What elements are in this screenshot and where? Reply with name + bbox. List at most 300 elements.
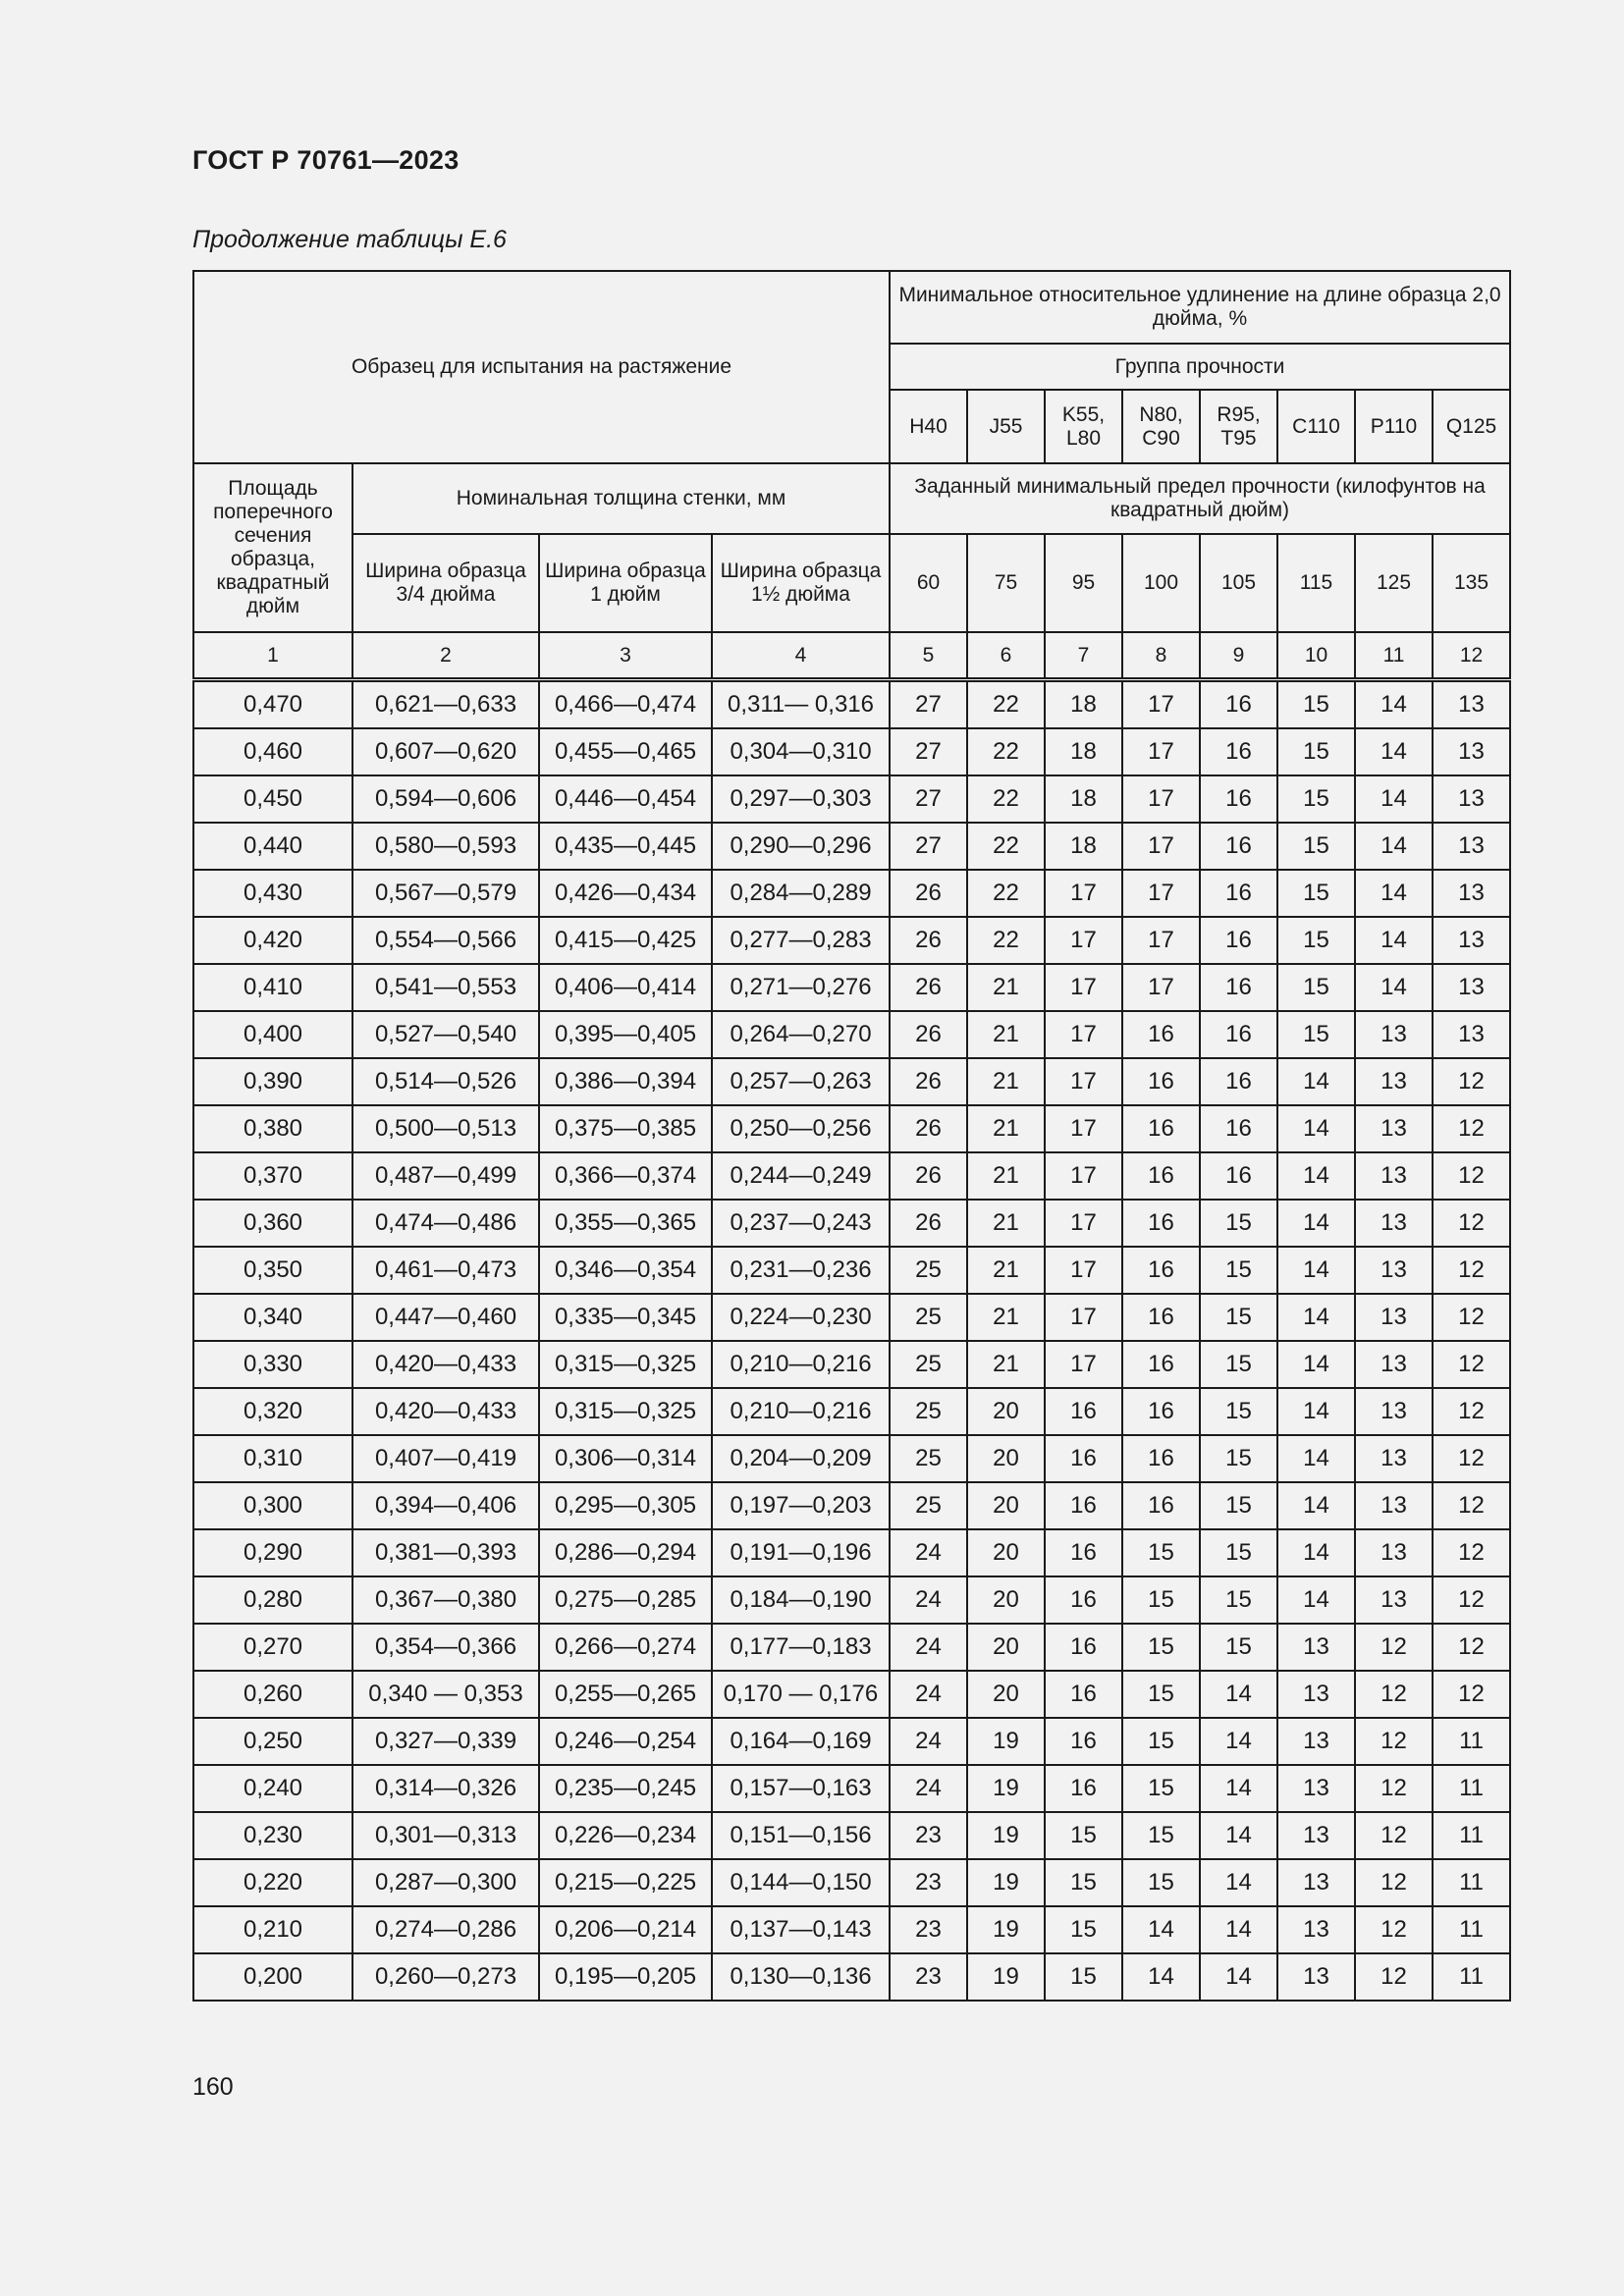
table-cell: 17 bbox=[1045, 1200, 1122, 1247]
table-cell: 17 bbox=[1122, 728, 1200, 775]
table-cell: 15 bbox=[1277, 680, 1355, 729]
table-cell: 26 bbox=[890, 1200, 967, 1247]
table-cell: 13 bbox=[1355, 1294, 1433, 1341]
table-cell: 15 bbox=[1122, 1765, 1200, 1812]
table-cell: 15 bbox=[1122, 1812, 1200, 1859]
grade-cell: K55, L80 bbox=[1045, 390, 1122, 463]
table-cell: 15 bbox=[1200, 1294, 1277, 1341]
table-cell: 26 bbox=[890, 1011, 967, 1058]
table-cell: 0,340 — 0,353 bbox=[352, 1671, 539, 1718]
table-cell: 15 bbox=[1277, 870, 1355, 917]
strength-group-header: Группа прочности bbox=[890, 344, 1510, 390]
table-cell: 0,210 bbox=[193, 1906, 352, 1953]
table-cell: 13 bbox=[1355, 1576, 1433, 1624]
column-number: 12 bbox=[1433, 632, 1510, 680]
tensile-value: 115 bbox=[1277, 534, 1355, 632]
table-row bbox=[193, 1294, 1510, 1341]
table-cell: 0,594—0,606 bbox=[352, 775, 539, 823]
table-cell: 0,195—0,205 bbox=[539, 1953, 712, 2001]
table-cell: 0,310 bbox=[193, 1435, 352, 1482]
table-cell: 14 bbox=[1277, 1388, 1355, 1435]
table-cell: 26 bbox=[890, 1152, 967, 1200]
table-cell: 13 bbox=[1433, 964, 1510, 1011]
table-cell: 21 bbox=[967, 1247, 1045, 1294]
column-numbers-row bbox=[193, 632, 1510, 680]
table-cell: 13 bbox=[1433, 823, 1510, 870]
table-cell: 12 bbox=[1433, 1388, 1510, 1435]
table-cell: 0,375—0,385 bbox=[539, 1105, 712, 1152]
column-number: 11 bbox=[1355, 632, 1433, 680]
table-row bbox=[193, 1011, 1510, 1058]
table-cell: 15 bbox=[1200, 1341, 1277, 1388]
table-cell: 16 bbox=[1122, 1247, 1200, 1294]
table-cell: 11 bbox=[1433, 1906, 1510, 1953]
table-cell: 0,461—0,473 bbox=[352, 1247, 539, 1294]
table-cell: 15 bbox=[1200, 1200, 1277, 1247]
table-cell: 0,370 bbox=[193, 1152, 352, 1200]
table-cell: 16 bbox=[1122, 1152, 1200, 1200]
table-cell: 0,257—0,263 bbox=[712, 1058, 890, 1105]
table-cell: 0,210—0,216 bbox=[712, 1341, 890, 1388]
table-cell: 0,274—0,286 bbox=[352, 1906, 539, 1953]
table-cell: 19 bbox=[967, 1718, 1045, 1765]
grade-cell: P110 bbox=[1355, 390, 1433, 463]
tensile-value: 105 bbox=[1200, 534, 1277, 632]
table-cell: 12 bbox=[1355, 1859, 1433, 1906]
table-cell: 15 bbox=[1200, 1482, 1277, 1529]
table-cell: 21 bbox=[967, 1341, 1045, 1388]
table-row bbox=[193, 680, 1510, 729]
table-row bbox=[193, 1765, 1510, 1812]
table-cell: 0,450 bbox=[193, 775, 352, 823]
table-cell: 16 bbox=[1200, 1105, 1277, 1152]
tensile-value: 95 bbox=[1045, 534, 1122, 632]
table-cell: 0,327—0,339 bbox=[352, 1718, 539, 1765]
table-cell: 0,440 bbox=[193, 823, 352, 870]
table-cell: 0,184—0,190 bbox=[712, 1576, 890, 1624]
table-cell: 0,335—0,345 bbox=[539, 1294, 712, 1341]
table-cell: 27 bbox=[890, 680, 967, 729]
table-row bbox=[193, 1953, 1510, 2001]
table-cell: 16 bbox=[1200, 1058, 1277, 1105]
table-cell: 0,420 bbox=[193, 917, 352, 964]
table-cell: 0,314—0,326 bbox=[352, 1765, 539, 1812]
table-cell: 0,191—0,196 bbox=[712, 1529, 890, 1576]
table-cell: 0,306—0,314 bbox=[539, 1435, 712, 1482]
table-cell: 0,470 bbox=[193, 680, 352, 729]
table-cell: 17 bbox=[1045, 1058, 1122, 1105]
table-cell: 19 bbox=[967, 1765, 1045, 1812]
table-cell: 19 bbox=[967, 1906, 1045, 1953]
table-cell: 16 bbox=[1122, 1105, 1200, 1152]
table-cell: 12 bbox=[1433, 1624, 1510, 1671]
table-cell: 12 bbox=[1433, 1482, 1510, 1529]
table-row bbox=[193, 1200, 1510, 1247]
table-cell: 0,355—0,365 bbox=[539, 1200, 712, 1247]
table-cell: 0,200 bbox=[193, 1953, 352, 2001]
table-cell: 14 bbox=[1277, 1529, 1355, 1576]
widths-row bbox=[193, 534, 1510, 632]
column-number: 1 bbox=[193, 632, 352, 680]
table-cell: 16 bbox=[1122, 1341, 1200, 1388]
table-cell: 13 bbox=[1277, 1765, 1355, 1812]
table-cell: 23 bbox=[890, 1859, 967, 1906]
wall-thickness-header: Номинальная толщина стенки, мм bbox=[352, 463, 890, 534]
table-cell: 21 bbox=[967, 1200, 1045, 1247]
table-cell: 0,151—0,156 bbox=[712, 1812, 890, 1859]
table-cell: 0,275—0,285 bbox=[539, 1576, 712, 1624]
table-cell: 15 bbox=[1045, 1859, 1122, 1906]
column-number: 10 bbox=[1277, 632, 1355, 680]
table-cell: 14 bbox=[1277, 1435, 1355, 1482]
table-cell: 0,264—0,270 bbox=[712, 1011, 890, 1058]
table-row bbox=[193, 1718, 1510, 1765]
table-cell: 14 bbox=[1277, 1576, 1355, 1624]
table-cell: 14 bbox=[1277, 1247, 1355, 1294]
table-cell: 0,286—0,294 bbox=[539, 1529, 712, 1576]
table-cell: 12 bbox=[1433, 1247, 1510, 1294]
table-cell: 0,260—0,273 bbox=[352, 1953, 539, 2001]
table-row bbox=[193, 870, 1510, 917]
table-cell: 0,230 bbox=[193, 1812, 352, 1859]
table-caption: Продолжение таблицы Е.6 bbox=[192, 226, 507, 253]
grade-cell: J55 bbox=[967, 390, 1045, 463]
table-cell: 17 bbox=[1045, 1011, 1122, 1058]
table-cell: 22 bbox=[967, 680, 1045, 729]
table-cell: 12 bbox=[1355, 1624, 1433, 1671]
table-row bbox=[193, 1341, 1510, 1388]
table-cell: 0,420—0,433 bbox=[352, 1388, 539, 1435]
table-cell: 16 bbox=[1122, 1200, 1200, 1247]
table-cell: 14 bbox=[1355, 680, 1433, 729]
table-cell: 14 bbox=[1355, 870, 1433, 917]
table-cell: 17 bbox=[1045, 1294, 1122, 1341]
table-cell: 25 bbox=[890, 1247, 967, 1294]
table-cell: 16 bbox=[1122, 1058, 1200, 1105]
table-cell: 18 bbox=[1045, 823, 1122, 870]
table-cell: 26 bbox=[890, 964, 967, 1011]
table-cell: 0,231—0,236 bbox=[712, 1247, 890, 1294]
table-cell: 0,271—0,276 bbox=[712, 964, 890, 1011]
table-cell: 17 bbox=[1045, 1247, 1122, 1294]
table-cell: 11 bbox=[1433, 1765, 1510, 1812]
table-cell: 0,381—0,393 bbox=[352, 1529, 539, 1576]
table-cell: 26 bbox=[890, 870, 967, 917]
table-cell: 0,406—0,414 bbox=[539, 964, 712, 1011]
table-cell: 14 bbox=[1200, 1671, 1277, 1718]
table-cell: 0,290 bbox=[193, 1529, 352, 1576]
table-cell: 12 bbox=[1355, 1812, 1433, 1859]
table-cell: 14 bbox=[1200, 1953, 1277, 2001]
table-cell: 0,410 bbox=[193, 964, 352, 1011]
table-cell: 0,340 bbox=[193, 1294, 352, 1341]
table-cell: 0,455—0,465 bbox=[539, 728, 712, 775]
table-row bbox=[193, 1152, 1510, 1200]
table-cell: 16 bbox=[1045, 1529, 1122, 1576]
table-cell: 12 bbox=[1355, 1906, 1433, 1953]
table-cell: 14 bbox=[1277, 1341, 1355, 1388]
table-cell: 15 bbox=[1200, 1388, 1277, 1435]
table-cell: 16 bbox=[1045, 1576, 1122, 1624]
table-cell: 0,157—0,163 bbox=[712, 1765, 890, 1812]
table-cell: 16 bbox=[1045, 1671, 1122, 1718]
table-cell: 13 bbox=[1433, 680, 1510, 729]
table-cell: 0,315—0,325 bbox=[539, 1388, 712, 1435]
width-header: Ширина образца 1½ дюйма bbox=[712, 534, 890, 632]
table-cell: 0,474—0,486 bbox=[352, 1200, 539, 1247]
table-cell: 12 bbox=[1433, 1152, 1510, 1200]
grade-cell: N80, C90 bbox=[1122, 390, 1200, 463]
tensile-value: 135 bbox=[1433, 534, 1510, 632]
table-cell: 13 bbox=[1277, 1953, 1355, 2001]
table-cell: 14 bbox=[1200, 1812, 1277, 1859]
grade-cell: R95, T95 bbox=[1200, 390, 1277, 463]
table-cell: 0,287—0,300 bbox=[352, 1859, 539, 1906]
table-cell: 12 bbox=[1433, 1435, 1510, 1482]
table-cell: 0,280 bbox=[193, 1576, 352, 1624]
table-cell: 12 bbox=[1355, 1765, 1433, 1812]
table-cell: 24 bbox=[890, 1529, 967, 1576]
table-cell: 0,580—0,593 bbox=[352, 823, 539, 870]
table-cell: 13 bbox=[1355, 1435, 1433, 1482]
table-row bbox=[193, 1671, 1510, 1718]
table-cell: 16 bbox=[1045, 1765, 1122, 1812]
table-cell: 12 bbox=[1433, 1341, 1510, 1388]
tensile-value: 100 bbox=[1122, 534, 1200, 632]
table-cell: 20 bbox=[967, 1435, 1045, 1482]
tensile-value: 125 bbox=[1355, 534, 1433, 632]
table-cell: 14 bbox=[1277, 1200, 1355, 1247]
table-cell: 18 bbox=[1045, 775, 1122, 823]
table-row bbox=[193, 775, 1510, 823]
table-cell: 22 bbox=[967, 728, 1045, 775]
table-cell: 15 bbox=[1200, 1624, 1277, 1671]
column-number: 5 bbox=[890, 632, 967, 680]
table-cell: 16 bbox=[1200, 1152, 1277, 1200]
table-row bbox=[193, 1576, 1510, 1624]
table-cell: 16 bbox=[1200, 917, 1277, 964]
table-cell: 19 bbox=[967, 1812, 1045, 1859]
table-cell: 0,390 bbox=[193, 1058, 352, 1105]
table-cell: 16 bbox=[1122, 1294, 1200, 1341]
table-cell: 19 bbox=[967, 1953, 1045, 2001]
table-cell: 24 bbox=[890, 1671, 967, 1718]
column-number: 2 bbox=[352, 632, 539, 680]
table-cell: 16 bbox=[1200, 1011, 1277, 1058]
table-cell: 0,270 bbox=[193, 1624, 352, 1671]
table-cell: 0,226—0,234 bbox=[539, 1812, 712, 1859]
table-cell: 0,240 bbox=[193, 1765, 352, 1812]
table-cell: 15 bbox=[1122, 1859, 1200, 1906]
table-cell: 14 bbox=[1277, 1105, 1355, 1152]
table-cell: 13 bbox=[1433, 728, 1510, 775]
table-body bbox=[193, 680, 1510, 2002]
table-cell: 17 bbox=[1045, 1152, 1122, 1200]
table-cell: 17 bbox=[1122, 964, 1200, 1011]
table-cell: 0,295—0,305 bbox=[539, 1482, 712, 1529]
table-cell: 0,206—0,214 bbox=[539, 1906, 712, 1953]
table-cell: 0,215—0,225 bbox=[539, 1859, 712, 1906]
table-cell: 16 bbox=[1200, 823, 1277, 870]
table-cell: 13 bbox=[1355, 1247, 1433, 1294]
table-cell: 13 bbox=[1277, 1812, 1355, 1859]
table-cell: 0,315—0,325 bbox=[539, 1341, 712, 1388]
table-cell: 15 bbox=[1122, 1624, 1200, 1671]
table-cell: 14 bbox=[1200, 1718, 1277, 1765]
table-cell: 13 bbox=[1355, 1011, 1433, 1058]
table-cell: 0,360 bbox=[193, 1200, 352, 1247]
table-cell: 26 bbox=[890, 917, 967, 964]
table-cell: 25 bbox=[890, 1435, 967, 1482]
table-cell: 16 bbox=[1200, 964, 1277, 1011]
table-cell: 0,320 bbox=[193, 1388, 352, 1435]
table-cell: 0,284—0,289 bbox=[712, 870, 890, 917]
table-cell: 16 bbox=[1122, 1482, 1200, 1529]
table-cell: 11 bbox=[1433, 1859, 1510, 1906]
table-cell: 13 bbox=[1355, 1152, 1433, 1200]
table-cell: 15 bbox=[1122, 1671, 1200, 1718]
table-cell: 16 bbox=[1200, 775, 1277, 823]
table-row bbox=[193, 1058, 1510, 1105]
table-cell: 12 bbox=[1433, 1529, 1510, 1576]
document-title: ГОСТ Р 70761—2023 bbox=[192, 145, 460, 175]
table-cell: 11 bbox=[1433, 1812, 1510, 1859]
table-cell: 21 bbox=[967, 964, 1045, 1011]
table-cell: 23 bbox=[890, 1906, 967, 1953]
table-cell: 17 bbox=[1045, 1105, 1122, 1152]
table-cell: 0,527—0,540 bbox=[352, 1011, 539, 1058]
table-cell: 0,244—0,249 bbox=[712, 1152, 890, 1200]
table-cell: 20 bbox=[967, 1671, 1045, 1718]
table-cell: 16 bbox=[1045, 1718, 1122, 1765]
table-cell: 16 bbox=[1045, 1388, 1122, 1435]
table-cell: 21 bbox=[967, 1011, 1045, 1058]
table-cell: 15 bbox=[1045, 1953, 1122, 2001]
table-cell: 15 bbox=[1277, 964, 1355, 1011]
table-row bbox=[193, 1529, 1510, 1576]
table-cell: 14 bbox=[1200, 1765, 1277, 1812]
table-cell: 0,235—0,245 bbox=[539, 1765, 712, 1812]
table-cell: 12 bbox=[1433, 1294, 1510, 1341]
table-cell: 14 bbox=[1355, 728, 1433, 775]
table-cell: 0,250—0,256 bbox=[712, 1105, 890, 1152]
width-header: Ширина образца 3/4 дюйма bbox=[352, 534, 539, 632]
table-cell: 21 bbox=[967, 1105, 1045, 1152]
table-cell: 0,164—0,169 bbox=[712, 1718, 890, 1765]
table-cell: 0,500—0,513 bbox=[352, 1105, 539, 1152]
table-cell: 16 bbox=[1045, 1482, 1122, 1529]
table-cell: 12 bbox=[1433, 1576, 1510, 1624]
table-cell: 13 bbox=[1355, 1341, 1433, 1388]
column-number: 3 bbox=[539, 632, 712, 680]
table-cell: 11 bbox=[1433, 1953, 1510, 2001]
table-row bbox=[193, 1859, 1510, 1906]
table-cell: 26 bbox=[890, 1058, 967, 1105]
table-cell: 16 bbox=[1122, 1011, 1200, 1058]
table-cell: 15 bbox=[1045, 1906, 1122, 1953]
tensile-value: 75 bbox=[967, 534, 1045, 632]
table-cell: 14 bbox=[1200, 1906, 1277, 1953]
table-cell: 0,447—0,460 bbox=[352, 1294, 539, 1341]
table-cell: 22 bbox=[967, 870, 1045, 917]
table-cell: 0,137—0,143 bbox=[712, 1906, 890, 1953]
table-cell: 0,210—0,216 bbox=[712, 1388, 890, 1435]
table-cell: 12 bbox=[1355, 1953, 1433, 2001]
sample-header: Образец для испытания на растяжение bbox=[193, 271, 890, 463]
table-cell: 20 bbox=[967, 1482, 1045, 1529]
area-header: Площадь поперечного сечения образца, квадратный дюйм bbox=[193, 463, 352, 632]
table-cell: 0,266—0,274 bbox=[539, 1624, 712, 1671]
table-cell: 24 bbox=[890, 1576, 967, 1624]
table-row bbox=[193, 1812, 1510, 1859]
table-cell: 13 bbox=[1355, 1529, 1433, 1576]
table-cell: 24 bbox=[890, 1624, 967, 1671]
table-cell: 0,144—0,150 bbox=[712, 1859, 890, 1906]
table-cell: 13 bbox=[1355, 1482, 1433, 1529]
table-row bbox=[193, 823, 1510, 870]
table-cell: 15 bbox=[1200, 1247, 1277, 1294]
table-cell: 0,395—0,405 bbox=[539, 1011, 712, 1058]
table-cell: 0,197—0,203 bbox=[712, 1482, 890, 1529]
table-cell: 27 bbox=[890, 823, 967, 870]
table-cell: 15 bbox=[1277, 1011, 1355, 1058]
table-cell: 13 bbox=[1433, 775, 1510, 823]
table-cell: 14 bbox=[1355, 775, 1433, 823]
column-number: 6 bbox=[967, 632, 1045, 680]
tensile-value: 60 bbox=[890, 534, 967, 632]
table-cell: 0,304—0,310 bbox=[712, 728, 890, 775]
table-cell: 25 bbox=[890, 1294, 967, 1341]
table-cell: 25 bbox=[890, 1388, 967, 1435]
table-cell: 0,250 bbox=[193, 1718, 352, 1765]
table-cell: 18 bbox=[1045, 680, 1122, 729]
table-cell: 15 bbox=[1200, 1435, 1277, 1482]
table-cell: 0,386—0,394 bbox=[539, 1058, 712, 1105]
page-number: 160 bbox=[192, 2073, 234, 2101]
table-cell: 14 bbox=[1122, 1906, 1200, 1953]
table-cell: 0,204—0,209 bbox=[712, 1435, 890, 1482]
table-cell: 0,301—0,313 bbox=[352, 1812, 539, 1859]
table-cell: 0,346—0,354 bbox=[539, 1247, 712, 1294]
table-cell: 0,330 bbox=[193, 1341, 352, 1388]
table-row bbox=[193, 1624, 1510, 1671]
table-cell: 14 bbox=[1277, 1294, 1355, 1341]
table-cell: 15 bbox=[1045, 1812, 1122, 1859]
table-cell: 0,367—0,380 bbox=[352, 1576, 539, 1624]
table-cell: 22 bbox=[967, 775, 1045, 823]
table-cell: 17 bbox=[1122, 917, 1200, 964]
table-cell: 0,170 — 0,176 bbox=[712, 1671, 890, 1718]
table-cell: 0,255—0,265 bbox=[539, 1671, 712, 1718]
table-cell: 0,220 bbox=[193, 1859, 352, 1906]
table-cell: 0,621—0,633 bbox=[352, 680, 539, 729]
table-cell: 0,487—0,499 bbox=[352, 1152, 539, 1200]
table-cell: 20 bbox=[967, 1624, 1045, 1671]
table-cell: 13 bbox=[1277, 1624, 1355, 1671]
table-cell: 13 bbox=[1433, 1011, 1510, 1058]
table-cell: 17 bbox=[1045, 964, 1122, 1011]
table-cell: 13 bbox=[1355, 1388, 1433, 1435]
table-cell: 12 bbox=[1433, 1671, 1510, 1718]
table-cell: 0,130—0,136 bbox=[712, 1953, 890, 2001]
table-row bbox=[193, 1388, 1510, 1435]
table-cell: 13 bbox=[1277, 1671, 1355, 1718]
grade-cell: Q125 bbox=[1433, 390, 1510, 463]
table-cell: 0,246—0,254 bbox=[539, 1718, 712, 1765]
table-cell: 0,430 bbox=[193, 870, 352, 917]
table-cell: 24 bbox=[890, 1765, 967, 1812]
table-cell: 21 bbox=[967, 1294, 1045, 1341]
